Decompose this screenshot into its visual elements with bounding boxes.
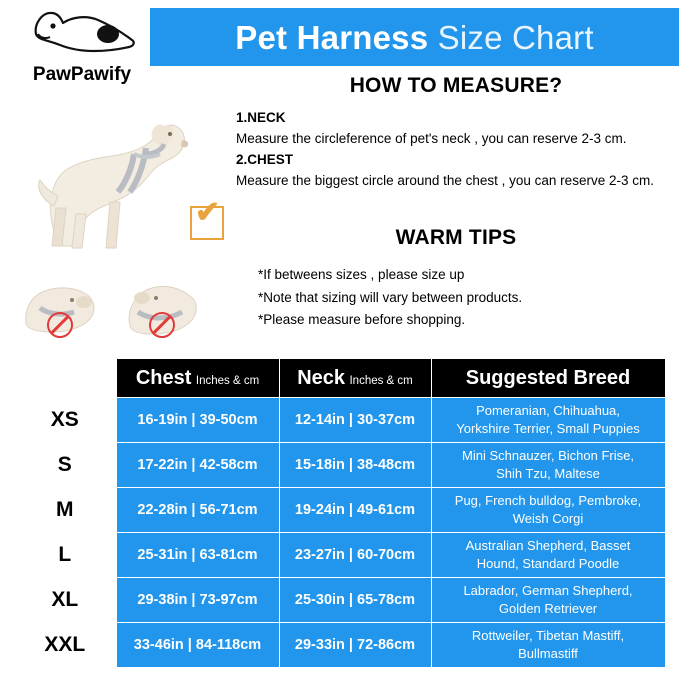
tip-item: *Note that sizing will vary between products. <box>258 289 523 305</box>
correct-checkbox <box>190 196 224 240</box>
size-table <box>14 358 666 668</box>
cell-size: M <box>14 488 116 533</box>
incorrect-photo-2 <box>116 268 204 338</box>
cell-size: XL <box>14 578 116 623</box>
cell-neck: 25-30in | 65-78cm <box>279 578 431 623</box>
page-title <box>235 18 594 56</box>
cell-neck: 19-24in | 49-61cm <box>279 488 431 533</box>
measure-label-neck: 1.NECK <box>236 110 286 125</box>
cell-size: S <box>14 443 116 488</box>
cell-breed: Mini Schnauzer, Bichon Frise, Shih Tzu, Maltese <box>431 443 665 488</box>
tip-item: *Please measure before shopping. <box>258 312 466 328</box>
forbidden-icon-2 <box>149 312 175 338</box>
check-icon: ✔ <box>195 196 221 229</box>
table-row <box>14 443 665 488</box>
cell-chest: 17-22in | 42-58cm <box>116 443 279 488</box>
cell-chest: 33-46in | 84-118cm <box>116 623 279 668</box>
measure-label-chest: 2.CHEST <box>236 151 294 167</box>
header-neck-main: Neck <box>297 366 346 389</box>
table-row <box>14 578 665 623</box>
header-size <box>14 359 116 398</box>
cell-breed: Pomeranian, Chihuahua, Yorkshire Terrier, Small Puppies <box>431 398 665 443</box>
cell-breed: Pug, French bulldog, Pembroke, Weish Corgi <box>431 488 665 533</box>
measure-text-neck: Measure the circleference of pet's neck , you can reserve 2-3 cm. <box>236 130 627 146</box>
measure-text-chest: Measure the biggest circle around the chest , you can reserve 2-3 cm. <box>236 172 654 188</box>
cell-chest: 29-38in | 73-97cm <box>116 578 279 623</box>
table-row <box>14 533 665 578</box>
cell-size: XS <box>14 398 116 443</box>
how-to-measure-title: HOW TO MEASURE? <box>349 74 563 97</box>
dog-head-icon <box>28 4 138 66</box>
header-neck <box>279 359 431 398</box>
brand-name: PawPawify <box>32 64 132 85</box>
page-title-light: Size Chart <box>437 18 594 56</box>
dog-photo-illustration <box>14 96 214 256</box>
cell-neck: 29-33in | 72-86cm <box>279 623 431 668</box>
dog-harness-photo <box>14 96 214 256</box>
cell-breed: Rottweiler, Tibetan Mastiff, Bullmastiff <box>431 623 665 668</box>
header-chest-main: Chest <box>135 366 192 389</box>
brand-logo <box>8 4 153 89</box>
table-header-row <box>14 359 665 398</box>
cell-neck: 12-14in | 30-37cm <box>279 398 431 443</box>
tip-item: *If betweens sizes , please size up <box>258 267 465 282</box>
header-chest <box>116 359 279 398</box>
warm-tips-list <box>258 264 678 332</box>
cell-chest: 25-31in | 63-81cm <box>116 533 279 578</box>
table-row <box>14 488 665 533</box>
header-breed-main: Suggested Breed <box>465 366 631 389</box>
header-breed <box>431 359 665 398</box>
cell-size: XXL <box>14 623 116 668</box>
cell-neck: 23-27in | 60-70cm <box>279 533 431 578</box>
forbidden-icon-1 <box>47 312 73 338</box>
incorrect-photo-1 <box>14 268 102 338</box>
cell-chest: 22-28in | 56-71cm <box>116 488 279 533</box>
cell-breed: Australian Shepherd, Basset Hound, Standard Poodle <box>431 533 665 578</box>
table-row <box>14 623 665 668</box>
header-banner <box>150 8 679 66</box>
header-chest-sub: Inches & cm <box>195 374 260 387</box>
measure-instructions <box>236 108 672 192</box>
cell-breed: Labrador, German Shepherd, Golden Retriever <box>431 578 665 623</box>
table-row <box>14 398 665 443</box>
page-title-bold: Pet Harness <box>235 18 429 56</box>
header-neck-sub: Inches & cm <box>349 374 413 387</box>
cell-chest: 16-19in | 39-50cm <box>116 398 279 443</box>
warm-tips-title: WARM TIPS <box>395 226 517 249</box>
cell-size: L <box>14 533 116 578</box>
cell-neck: 15-18in | 38-48cm <box>279 443 431 488</box>
